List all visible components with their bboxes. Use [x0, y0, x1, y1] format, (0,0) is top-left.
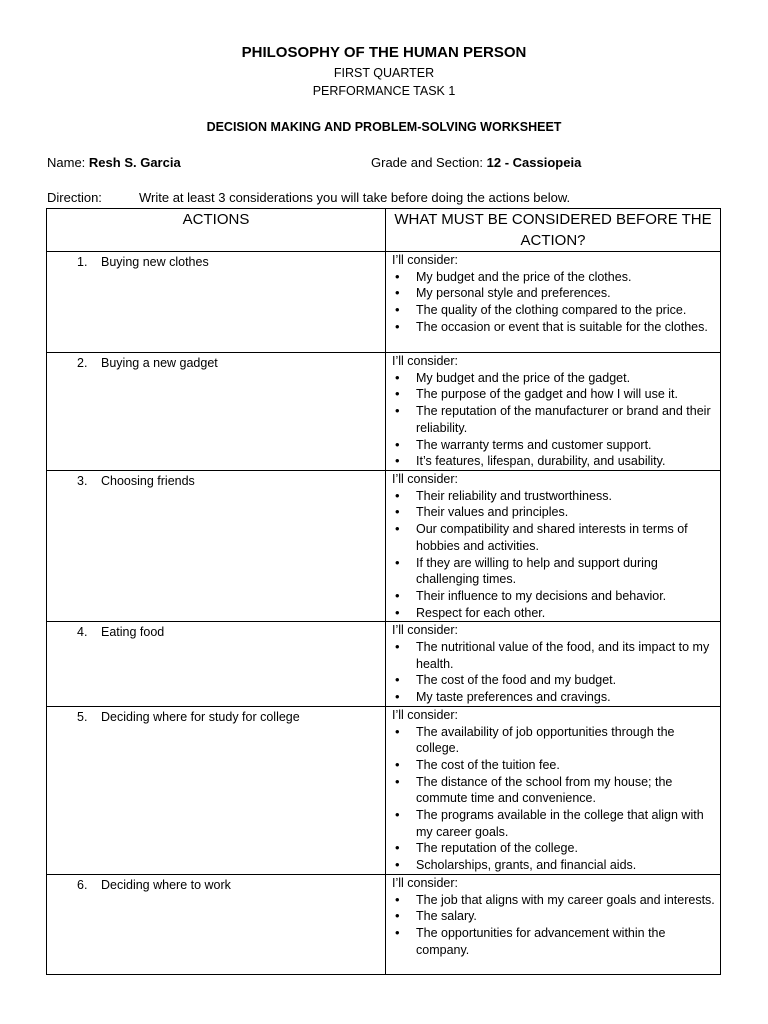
page-title: PHILOSOPHY OF THE HUMAN PERSON [241, 44, 527, 61]
considerations-cell [386, 252, 721, 353]
consideration-item: • The programs available in the college that align with my career goals. [392, 807, 716, 840]
table-row [47, 706, 721, 874]
quarter-label: FIRST QUARTER [333, 66, 435, 80]
action-text: Deciding where to work [101, 877, 231, 892]
actions-header: ACTIONS [47, 209, 386, 252]
considerations-cell [386, 874, 721, 974]
consideration-item: • The opportunities for advancement within the company. [392, 925, 716, 958]
action-cell [47, 874, 386, 974]
considerations-intro: I’ll consider: [392, 875, 458, 890]
action-number: 1. [77, 255, 88, 269]
consideration-item: • Their values and principles. [392, 504, 716, 521]
direction-text: Write at least 3 considerations you will take before doing the actions below. [139, 190, 571, 205]
considerations-list [392, 370, 716, 470]
table-row [47, 471, 721, 622]
considerations-intro: I’ll consider: [392, 623, 458, 638]
action-text: Deciding where for study for college [101, 709, 300, 724]
action-text: Buying new clothes [101, 255, 209, 269]
table-header-row [47, 209, 721, 252]
consideration-item: • My budget and the price of the clothes. [392, 269, 716, 286]
grade-label: Grade and Section: [371, 155, 484, 170]
consideration-item: • It’s features, lifespan, durability, and usability. [392, 453, 716, 470]
table-row [47, 252, 721, 353]
consideration-item: • The reputation of the manufacturer or brand and their reliability. [392, 403, 716, 436]
table-body [47, 252, 721, 975]
action-cell [47, 353, 386, 471]
action-cell [47, 471, 386, 622]
task-label: PERFORMANCE TASK 1 [312, 84, 456, 98]
action-cell [47, 706, 386, 874]
action-cell [47, 622, 386, 707]
action-number: 6. [77, 877, 88, 892]
action-number: 5. [77, 709, 88, 724]
direction-row [47, 190, 570, 205]
consideration-item: • The occasion or event that is suitable for the clothes. [392, 319, 716, 336]
consideration-item: • Respect for each other. [392, 605, 716, 622]
action-number: 2. [77, 356, 88, 370]
worksheet-table [46, 208, 721, 975]
considerations-list [392, 269, 716, 336]
consideration-item: • The reputation of the college. [392, 840, 716, 857]
consideration-item: • My taste preferences and cravings. [392, 689, 716, 706]
consideration-item: • If they are willing to help and support during challenging times. [392, 555, 716, 588]
consideration-item: • The nutritional value of the food, and its impact to my health. [392, 639, 716, 672]
consideration-item: • The salary. [392, 908, 716, 925]
consideration-item: • The purpose of the gadget and how I will use it. [392, 386, 716, 403]
considerations-cell [386, 706, 721, 874]
consideration-item: • The warranty terms and customer support. [392, 437, 716, 454]
consideration-item: • The job that aligns with my career goals and interests. [392, 892, 716, 909]
name-label: Name: [47, 155, 86, 170]
consideration-item: • The quality of the clothing compared to the price. [392, 302, 716, 319]
considerations-cell [386, 353, 721, 471]
worksheet-title: DECISION MAKING AND PROBLEM-SOLVING WORKSHEET [206, 120, 562, 134]
considerations-intro: I’ll consider: [392, 472, 458, 486]
considerations-intro: I’ll consider: [392, 354, 458, 368]
action-cell [47, 252, 386, 353]
consideration-item: • My budget and the price of the gadget. [392, 370, 716, 387]
considerations-intro: I’ll consider: [392, 707, 458, 722]
consideration-item: • Our compatibility and shared interests in terms of hobbies and activities. [392, 521, 716, 554]
action-number: 4. [77, 625, 88, 640]
consideration-item: • Their reliability and trustworthiness. [392, 488, 716, 505]
action-text: Buying a new gadget [101, 356, 218, 370]
consideration-item: • The availability of job opportunities through the college. [392, 724, 716, 757]
considerations-list [392, 724, 716, 874]
name-row [47, 155, 181, 170]
action-text: Choosing friends [101, 474, 195, 488]
grade-row [371, 155, 581, 170]
table-row [47, 622, 721, 707]
consideration-item: • The distance of the school from my house; the commute time and convenience. [392, 774, 716, 807]
considerations-cell [386, 622, 721, 707]
consideration-item: • The cost of the food and my budget. [392, 672, 716, 689]
considerations-list [392, 488, 716, 622]
table-row [47, 353, 721, 471]
consideration-item: • The cost of the tuition fee. [392, 757, 716, 774]
grade-value: 12 - Cassiopeia [486, 155, 582, 170]
considerations-intro: I’ll consider: [392, 253, 458, 267]
consideration-item: • Their influence to my decisions and behavior. [392, 588, 716, 605]
considerations-list [392, 892, 716, 959]
considerations-cell [386, 471, 721, 622]
action-text: Eating food [101, 625, 165, 640]
name-value: Resh S. Garcia [88, 155, 181, 170]
considerations-list [392, 639, 716, 706]
direction-label: Direction: [47, 190, 102, 205]
considerations-header: WHAT MUST BE CONSIDERED BEFORE THE ACTION? [386, 209, 721, 252]
consideration-item: • My personal style and preferences. [392, 285, 716, 302]
consideration-item: • Scholarships, grants, and financial aids. [392, 857, 716, 874]
table-row [47, 874, 721, 974]
action-number: 3. [77, 474, 88, 488]
